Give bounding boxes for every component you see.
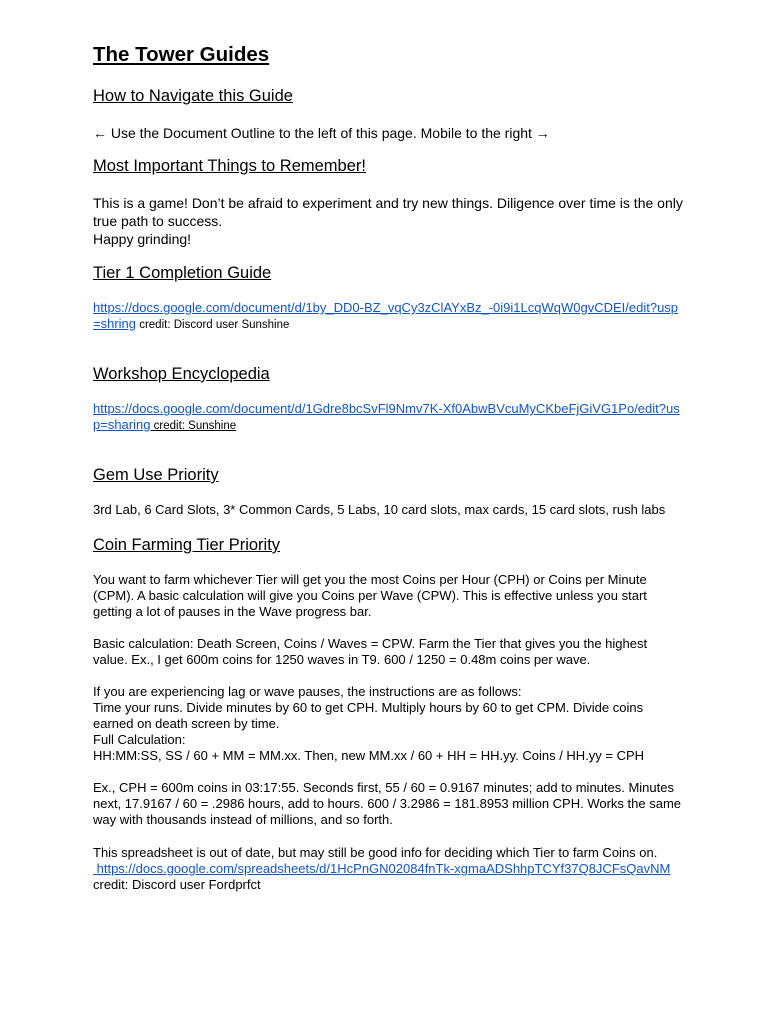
gem-priority-text: 3rd Lab, 6 Card Slots, 3* Common Cards, 5 Labs, 10 card slots, max cards, 15 card slots, rush labs	[93, 502, 666, 517]
workshop-encyclopedia-link[interactable]: https://docs.google.com/document/d/1Gdre8bcSvFl9Nmv7K-Xf0AbwBVcuMyCKbeFjGiVG1Po/edit?usp=sharing	[93, 401, 680, 432]
document-title: The Tower Guides	[93, 43, 270, 66]
heading-workshop: Workshop Encyclopedia	[93, 365, 270, 383]
workshop-link-paragraph	[93, 401, 683, 434]
navigate-text: ← Use the Document Outline to the left of this page. Mobile to the right →	[93, 125, 550, 141]
coin-lag-instructions: Time your runs. Divide minutes by 60 to get CPH. Multiply hours by 60 to get CPM. Divide coins earned on death screen by time.	[93, 700, 644, 731]
tier1-credit: credit: Discord user Sunshine	[136, 319, 290, 331]
heading-important: Most Important Things to Remember!	[93, 157, 366, 175]
heading-gem: Gem Use Priority	[93, 466, 219, 484]
coin-spreadsheet-credit: credit: Discord user Fordprfct	[93, 877, 261, 892]
coin-spreadsheet-link-line	[93, 861, 683, 877]
coin-example-paragraph: Ex., CPH = 600m coins in 03:17:55. Seconds first, 55 / 60 = 0.9167 minutes; add to minutes. Minutes next, 17.9167 / 60 = .2986 hours, add to hours. 600 / 3.2986 = 181.8953 million CPH. Works the same way with thousands instead of millions, and so forth.	[93, 780, 682, 827]
heading-coin: Coin Farming Tier Priority	[93, 536, 281, 554]
coin-lag-intro: If you are experiencing lag or wave pauses, the instructions are as follows:	[93, 684, 522, 699]
heading-navigate: How to Navigate this Guide	[93, 87, 293, 105]
tier1-guide-link[interactable]: https://docs.google.com/document/d/1by_DD0-BZ_vqCy3zClAYxBz_-0i9i1LcqWqW0gvCDEI/edit?usp=shring	[93, 300, 679, 331]
heading-tier1: Tier 1 Completion Guide	[93, 264, 272, 282]
coin-spreadsheet-link[interactable]: https://docs.google.com/spreadsheets/d/1HcPnGN02084fnTk-xgmaADShhpTCYf37Q8JCFsQavNM	[93, 861, 671, 876]
coin-full-calc-label: Full Calculation:	[93, 732, 186, 747]
coin-paragraph-2: Basic calculation: Death Screen, Coins / Waves = CPW. Farm the Tier that gives you the highest value. Ex., I get 600m coins for 1250 waves in T9. 600 / 1250 = 0.48m coins per wave.	[93, 636, 648, 667]
tier1-link-paragraph	[93, 300, 683, 333]
coin-spreadsheet-note: This spreadsheet is out of date, but may still be good info for deciding which Tier to farm Coins on.	[93, 845, 658, 860]
coin-full-calc-formula: HH:MM:SS, SS / 60 + MM = MM.xx. Then, new MM.xx / 60 + HH = HH.yy. Coins / HH.yy = CPH	[93, 748, 645, 763]
coin-paragraph-1: You want to farm whichever Tier will get you the most Coins per Hour (CPH) or Coins per Minute (CPM). A basic calculation will give you Coins per Wave (CPW). This is effective unless you start getting a lot of pauses in the Wave progress bar.	[93, 572, 647, 619]
important-text: This is a game! Don’t be afraid to experiment and try new things. Diligence over time is the only true path to success.	[93, 195, 683, 229]
happy-grinding-text: Happy grinding!	[93, 231, 192, 247]
workshop-credit: credit: Sunshine	[150, 420, 237, 432]
